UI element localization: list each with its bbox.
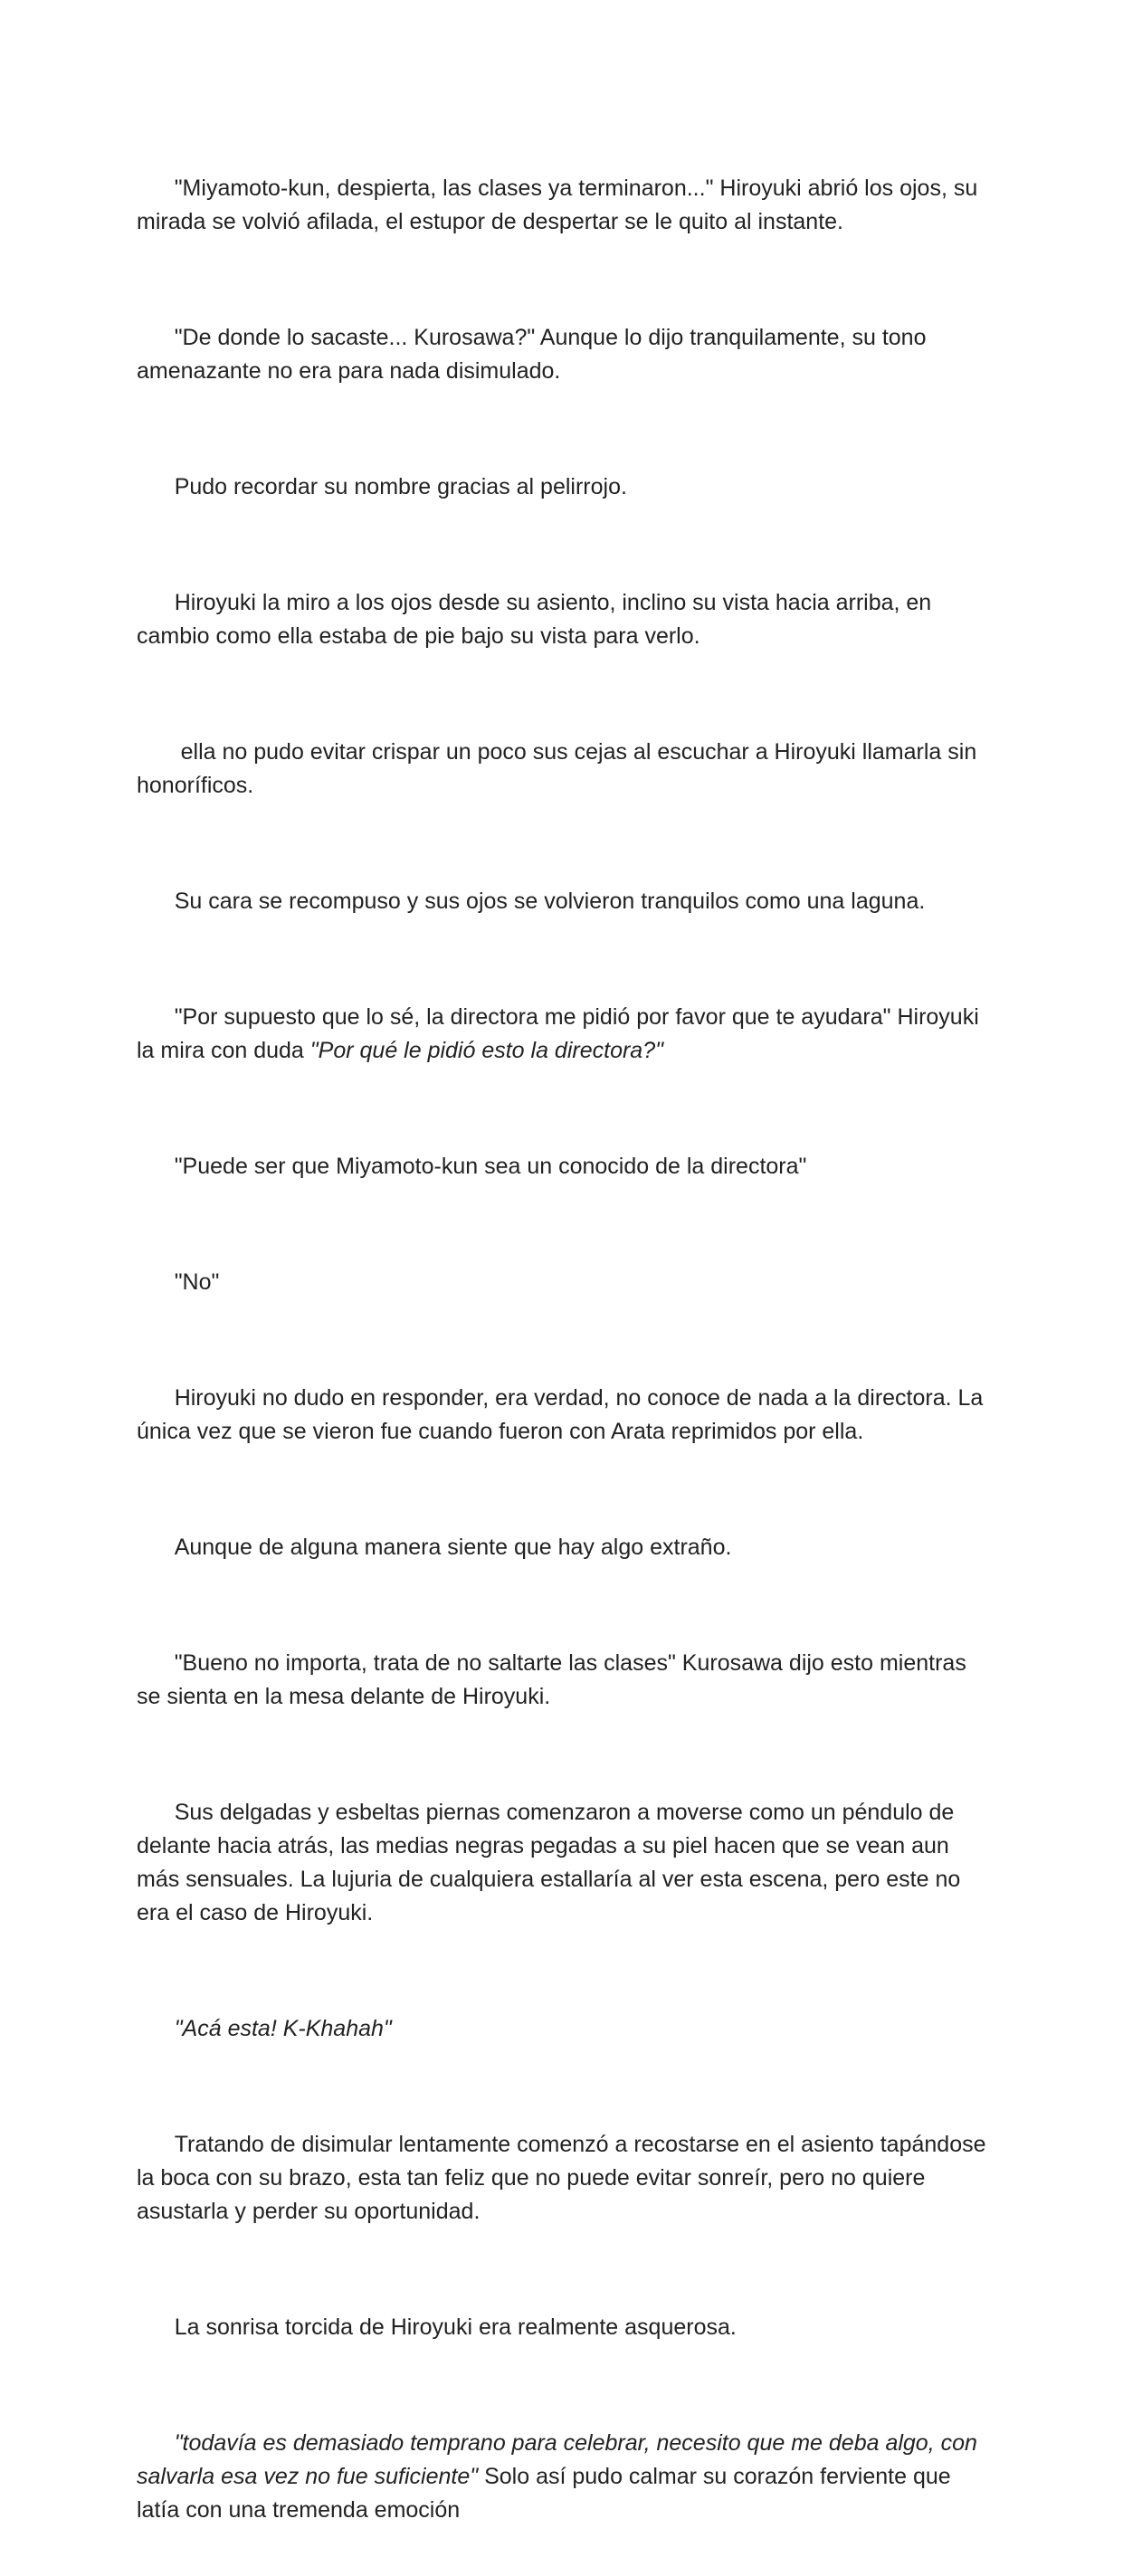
paragraph-text: "No": [174, 1269, 220, 1295]
paragraph-text: "Puede ser que Miyamoto-kun sea un conocido de la directora": [174, 1154, 807, 1179]
paragraph-14: [137, 1979, 992, 2079]
paragraph-text: "Miyamoto-kun, despierta, las clases ya terminaron..." Hiroyuki abrió los ojos, su mirada se volvió afilada, el estupor de despertar se le quito al instante.: [137, 176, 985, 234]
paragraph-2: [137, 288, 992, 422]
paragraph-text-tail: Solo así pudo calmar su corazón ferviente que latía con una tremenda emoción: [137, 2464, 957, 2523]
paragraph-7: [137, 967, 992, 1101]
paragraph-text: Pudo recordar su nombre gracias al pelirrojo.: [174, 474, 627, 499]
paragraph-text: "De donde lo sacaste... Kurosawa?" Aunque lo dijo tranquilamente, su tono amenazante no era para nada disimulado.: [137, 325, 933, 384]
paragraph-italic-thought: "Acá esta! K-Khahah": [174, 2016, 392, 2041]
paragraph-6: [137, 851, 992, 952]
paragraph-text: Sus delgadas y esbeltas piernas comenzaron a moverse como un péndulo de delante hacia atrás, las medias negras pegadas a su piel hacen que se vean aun más sensuales. La lujuria de cualquiera estallaría al ver esta escena, pero este no era el caso de Hiroyuki.: [137, 1800, 967, 1925]
document-body: [137, 138, 992, 2576]
paragraph-9: [137, 1232, 992, 1333]
paragraph-text: Hiroyuki la miro a los ojos desde su asiento, inclino su vista hacia arriba, en cambio como ella estaba de pie bajo su vista para verlo.: [137, 590, 938, 649]
paragraph-3: [137, 437, 992, 537]
paragraph-text: La sonrisa torcida de Hiroyuki era realmente asquerosa.: [174, 2315, 737, 2340]
paragraph-13: [137, 1763, 992, 1963]
paragraph-1: [137, 138, 992, 272]
paragraph-text: ella no pudo evitar crispar un poco sus cejas al escuchar a Hiroyuki llamarla sin honoríficos.: [137, 739, 984, 798]
paragraph-17: [137, 2393, 992, 2561]
paragraph-text: "Bueno no importa, trata de no saltarte las clases" Kurosawa dijo esto mientras se sienta en la mesa delante de Hiroyuki.: [137, 1650, 973, 1709]
paragraph-11: [137, 1497, 992, 1598]
paragraph-12: [137, 1613, 992, 1747]
paragraph-text: Aunque de alguna manera siente que hay algo extraño.: [174, 1535, 732, 1560]
paragraph-text: Tratando de disimular lentamente comenzó a recostarse en el asiento tapándose la boca con su brazo, esta tan feliz que no puede evitar sonreír, pero no quiere asustarla y perder su oportunidad.: [137, 2132, 993, 2224]
paragraph-italic-thought: "Por qué le pidió esto la directora?": [309, 1038, 663, 1063]
paragraph-15: [137, 2095, 992, 2262]
paragraph-text: Su cara se recompuso y sus ojos se volvieron tranquilos como una laguna.: [174, 889, 926, 914]
paragraph-8: [137, 1117, 992, 1217]
paragraph-text: Hiroyuki no dudo en responder, era verdad, no conoce de nada a la directora. La única vez que se vieron fue cuando fueron con Arata reprimidos por ella.: [137, 1385, 990, 1444]
paragraph-4: [137, 553, 992, 687]
paragraph-text: "Por supuesto que lo sé, la directora me pidió por favor que te ayudara" Hiroyuki la mira con duda: [137, 1004, 985, 1063]
paragraph-5: [137, 702, 992, 836]
paragraph-10: [137, 1348, 992, 1482]
paragraph-italic-thought: "todavía es demasiado temprano para celebrar, necesito que me deba algo, con salvarla esa vez no fue suficiente": [137, 2430, 984, 2489]
paragraph-16: [137, 2277, 992, 2378]
